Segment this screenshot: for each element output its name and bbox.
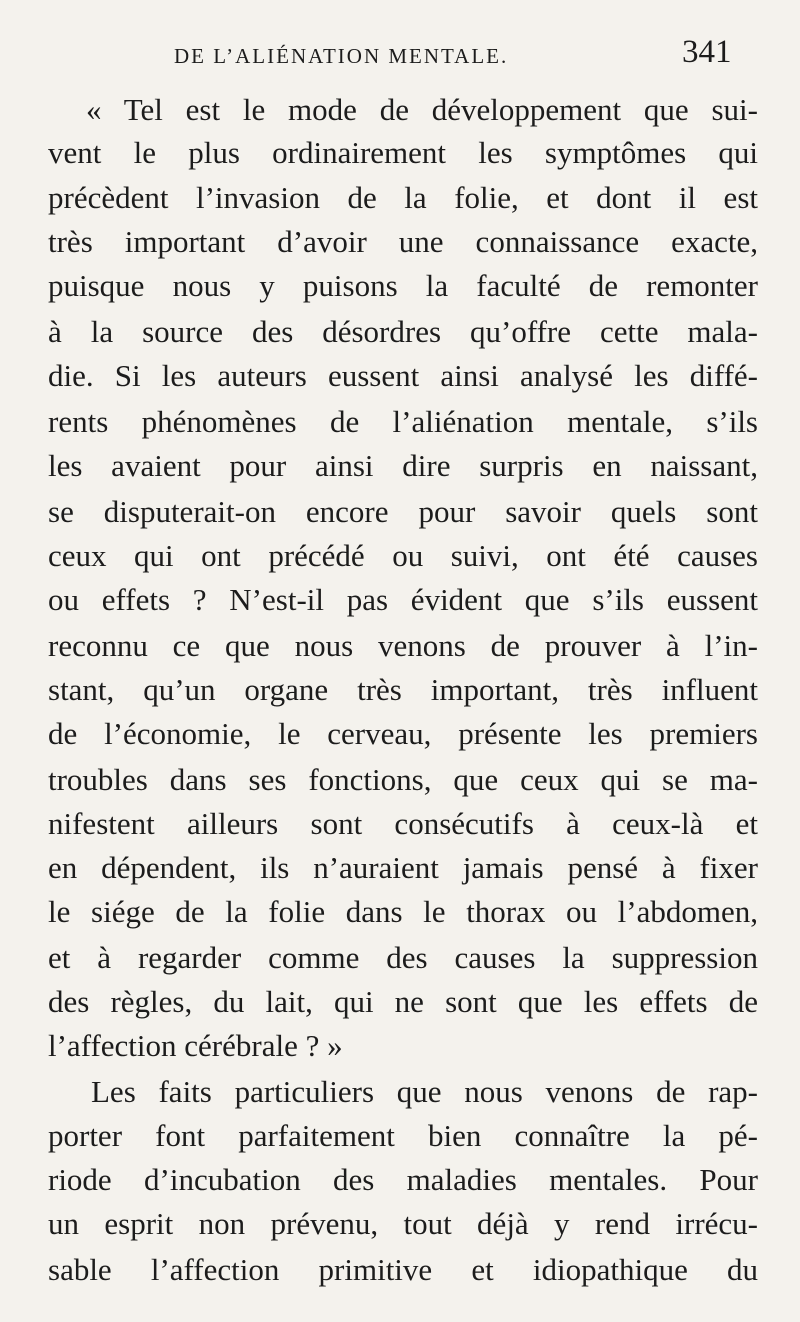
text-line: nifestent ailleurs sont consécutifs à ceux-là et bbox=[48, 806, 758, 841]
text-line: à la source des désordres qu’offre cette mala- bbox=[48, 314, 758, 349]
text-line: sable l’affection primitive et idiopathique du bbox=[48, 1252, 758, 1287]
text-line: en dépendent, ils n’auraient jamais pensé à fixer bbox=[48, 850, 758, 885]
text-line: l’affection cérébrale ? » bbox=[48, 1028, 343, 1063]
text-line: ou effets ? N’est-il pas évident que s’ils eussent bbox=[48, 582, 758, 617]
text-line: ceux qui ont précédé ou suivi, ont été causes bbox=[48, 538, 758, 573]
page-number: 341 bbox=[682, 34, 732, 70]
text-line: Les faits particuliers que nous venons de rap- bbox=[91, 1074, 758, 1109]
text-line: et à regarder comme des causes la suppression bbox=[48, 940, 758, 975]
text-line: rents phénomènes de l’aliénation mentale, s’ils bbox=[48, 404, 758, 439]
text-line: die. Si les auteurs eussent ainsi analysé les diffé- bbox=[48, 358, 758, 393]
text-line: puisque nous y puisons la faculté de remonter bbox=[48, 268, 758, 303]
text-line: riode d’incubation des maladies mentales. Pour bbox=[48, 1162, 758, 1197]
text-line: stant, qu’un organe très important, très influent bbox=[48, 672, 758, 707]
text-line: troubles dans ses fonctions, que ceux qui se ma- bbox=[48, 762, 758, 797]
text-line: les avaient pour ainsi dire surpris en naissant, bbox=[48, 448, 758, 483]
text-line: le siége de la folie dans le thorax ou l’abdomen, bbox=[48, 894, 758, 929]
running-head: DE L’ALIÉNATION MENTALE. bbox=[174, 44, 509, 68]
text-line: précèdent l’invasion de la folie, et dont il est bbox=[48, 180, 758, 215]
text-line: vent le plus ordinairement les symptômes qui bbox=[48, 135, 758, 170]
text-line: porter font parfaitement bien connaître la pé- bbox=[48, 1118, 758, 1153]
text-line: un esprit non prévenu, tout déjà y rend irrécu- bbox=[48, 1206, 758, 1241]
text-line: de l’économie, le cerveau, présente les premiers bbox=[48, 716, 758, 751]
text-line: des règles, du lait, qui ne sont que les effets de bbox=[48, 984, 758, 1019]
text-line: très important d’avoir une connaissance exacte, bbox=[48, 224, 758, 259]
text-line: reconnu ce que nous venons de prouver à l’in- bbox=[48, 628, 758, 663]
text-line: se disputerait-on encore pour savoir quels sont bbox=[48, 494, 758, 529]
text-line: « Tel est le mode de développement que sui- bbox=[86, 92, 758, 127]
